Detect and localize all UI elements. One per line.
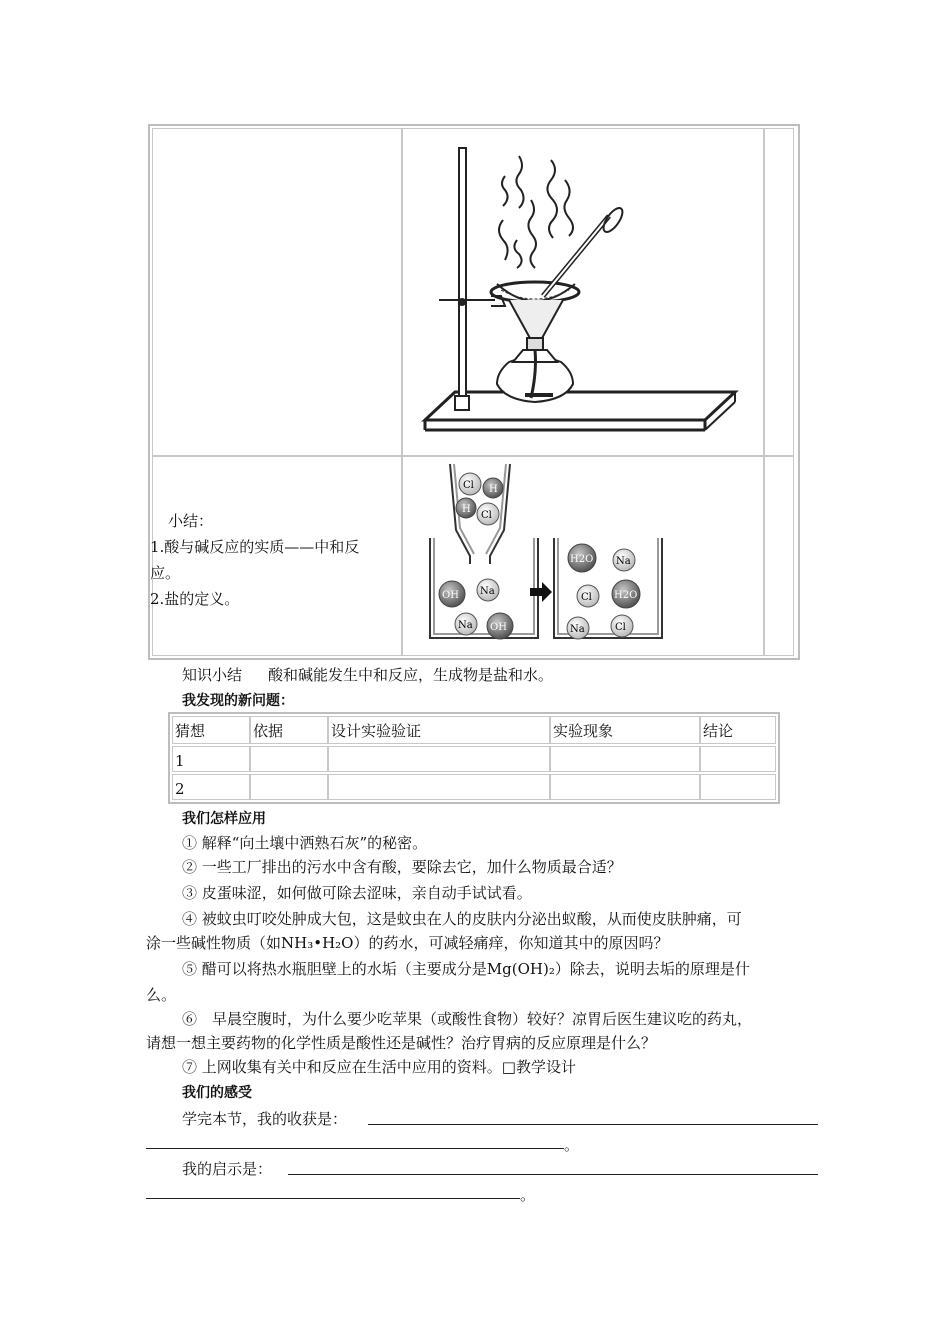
particle-label-cl: Cl <box>463 480 474 491</box>
table-cell: 1 <box>172 746 250 772</box>
table-header-cell: 猜想 <box>172 716 250 744</box>
apply-question-5: ⑤ 醋可以将热水瓶胆壁上的水垢（主要成分是Mg(OH)₂）除去，说明去垢的原理是什 <box>182 960 750 978</box>
enlightenment-answer-line-1[interactable] <box>288 1174 818 1175</box>
apply-question-6-cont: 请想一想主要药物的化学性质是酸性还是碱性？治疗胃病的反应原理是什么？ <box>146 1034 657 1052</box>
table-cell-empty-top-left <box>152 128 402 456</box>
apply-question-4: ④ 被蚊虫叮咬处肿成大包，这是蚊虫在人的皮肤内分泌出蚁酸，从而使皮肤肿痛，可 <box>182 910 742 928</box>
gain-answer-line-1[interactable] <box>368 1124 818 1125</box>
summary-heading: 小结： <box>168 512 214 530</box>
particle-label-na: Na <box>616 556 631 567</box>
knowledge-summary-label: 知识小结 <box>182 666 243 684</box>
particle-label-na: Na <box>480 586 495 597</box>
table-cell <box>550 774 700 800</box>
new-questions-table <box>168 712 780 804</box>
particle-label-h: H <box>489 484 498 495</box>
summary-item-2: 2.盐的定义。 <box>150 590 240 608</box>
particle-label-h2o: H2O <box>614 590 638 601</box>
feelings-heading: 我们的感受 <box>182 1085 252 1101</box>
table-cell <box>250 774 328 800</box>
table-cell-right-top <box>764 128 794 456</box>
gain-answer-line-2[interactable] <box>146 1148 564 1149</box>
particle-label-na: Na <box>458 620 473 631</box>
particle-label-oh: OH <box>442 590 459 601</box>
new-questions-heading: 我发现的新问题： <box>182 693 294 709</box>
knowledge-summary <box>182 664 553 685</box>
table-cell: 2 <box>172 774 250 800</box>
neutralization-particle-diagram <box>420 460 680 650</box>
table-cell <box>328 774 550 800</box>
evaporation-apparatus-illustration <box>405 140 755 440</box>
table-cell <box>250 746 328 772</box>
particle-label-h2o: H2O <box>570 554 594 565</box>
enlightenment-answer-line-2[interactable] <box>146 1198 520 1199</box>
particle-label-cl: Cl <box>581 592 592 603</box>
particle-label-cl: Cl <box>481 510 492 521</box>
particle-label-cl: Cl <box>615 622 626 633</box>
table-cell <box>328 746 550 772</box>
apply-question-1: ① 解释“向土壤中洒熟石灰”的秘密。 <box>182 834 428 852</box>
apply-question-5-cont: 么。 <box>146 986 177 1004</box>
apply-question-6: ⑥ 早晨空腹时，为什么要少吃苹果（或酸性食物）较好？凉胃后医生建议吃的药丸， <box>182 1010 753 1028</box>
summary-item-1: 1.酸与碱反应的实质——中和反 <box>150 538 360 556</box>
enlightenment-period: 。 <box>520 1186 536 1204</box>
summary-block <box>150 508 402 612</box>
particle-label-oh: OH <box>490 622 507 633</box>
apply-question-3: ③ 皮蛋味涩，如何做可除去涩味，亲自动手试试看。 <box>182 884 532 902</box>
table-header-cell: 依据 <box>250 716 328 744</box>
particle-label-h: H <box>462 504 471 515</box>
table-cell-right-bottom <box>764 456 794 656</box>
apply-heading: 我们怎样应用 <box>182 811 266 827</box>
gain-label: 学完本节，我的收获是： <box>182 1110 348 1128</box>
apply-question-7: ⑦ 上网收集有关中和反应在生活中应用的资料。□教学设计 <box>182 1058 576 1076</box>
table-cell <box>550 746 700 772</box>
enlightenment-label: 我的启示是： <box>182 1160 273 1178</box>
table-cell <box>700 746 776 772</box>
apply-question-2: ② 一些工厂排出的污水中含有酸，要除去它，加什么物质最合适？ <box>182 858 622 876</box>
particle-label-na: Na <box>570 624 585 635</box>
gain-period: 。 <box>564 1136 580 1154</box>
table-header-cell: 结论 <box>700 716 776 744</box>
table-cell <box>700 774 776 800</box>
summary-item-1-cont: 应。 <box>150 564 181 582</box>
table-header-cell: 设计实验验证 <box>328 716 550 744</box>
table-header-cell: 实验现象 <box>550 716 700 744</box>
knowledge-summary-text: 酸和碱能发生中和反应，生成物是盐和水。 <box>268 666 554 684</box>
apply-question-4-cont: 涂一些碱性物质（如NH₃•H₂O）的药水，可减轻痛痒，你知道其中的原因吗？ <box>146 934 669 952</box>
